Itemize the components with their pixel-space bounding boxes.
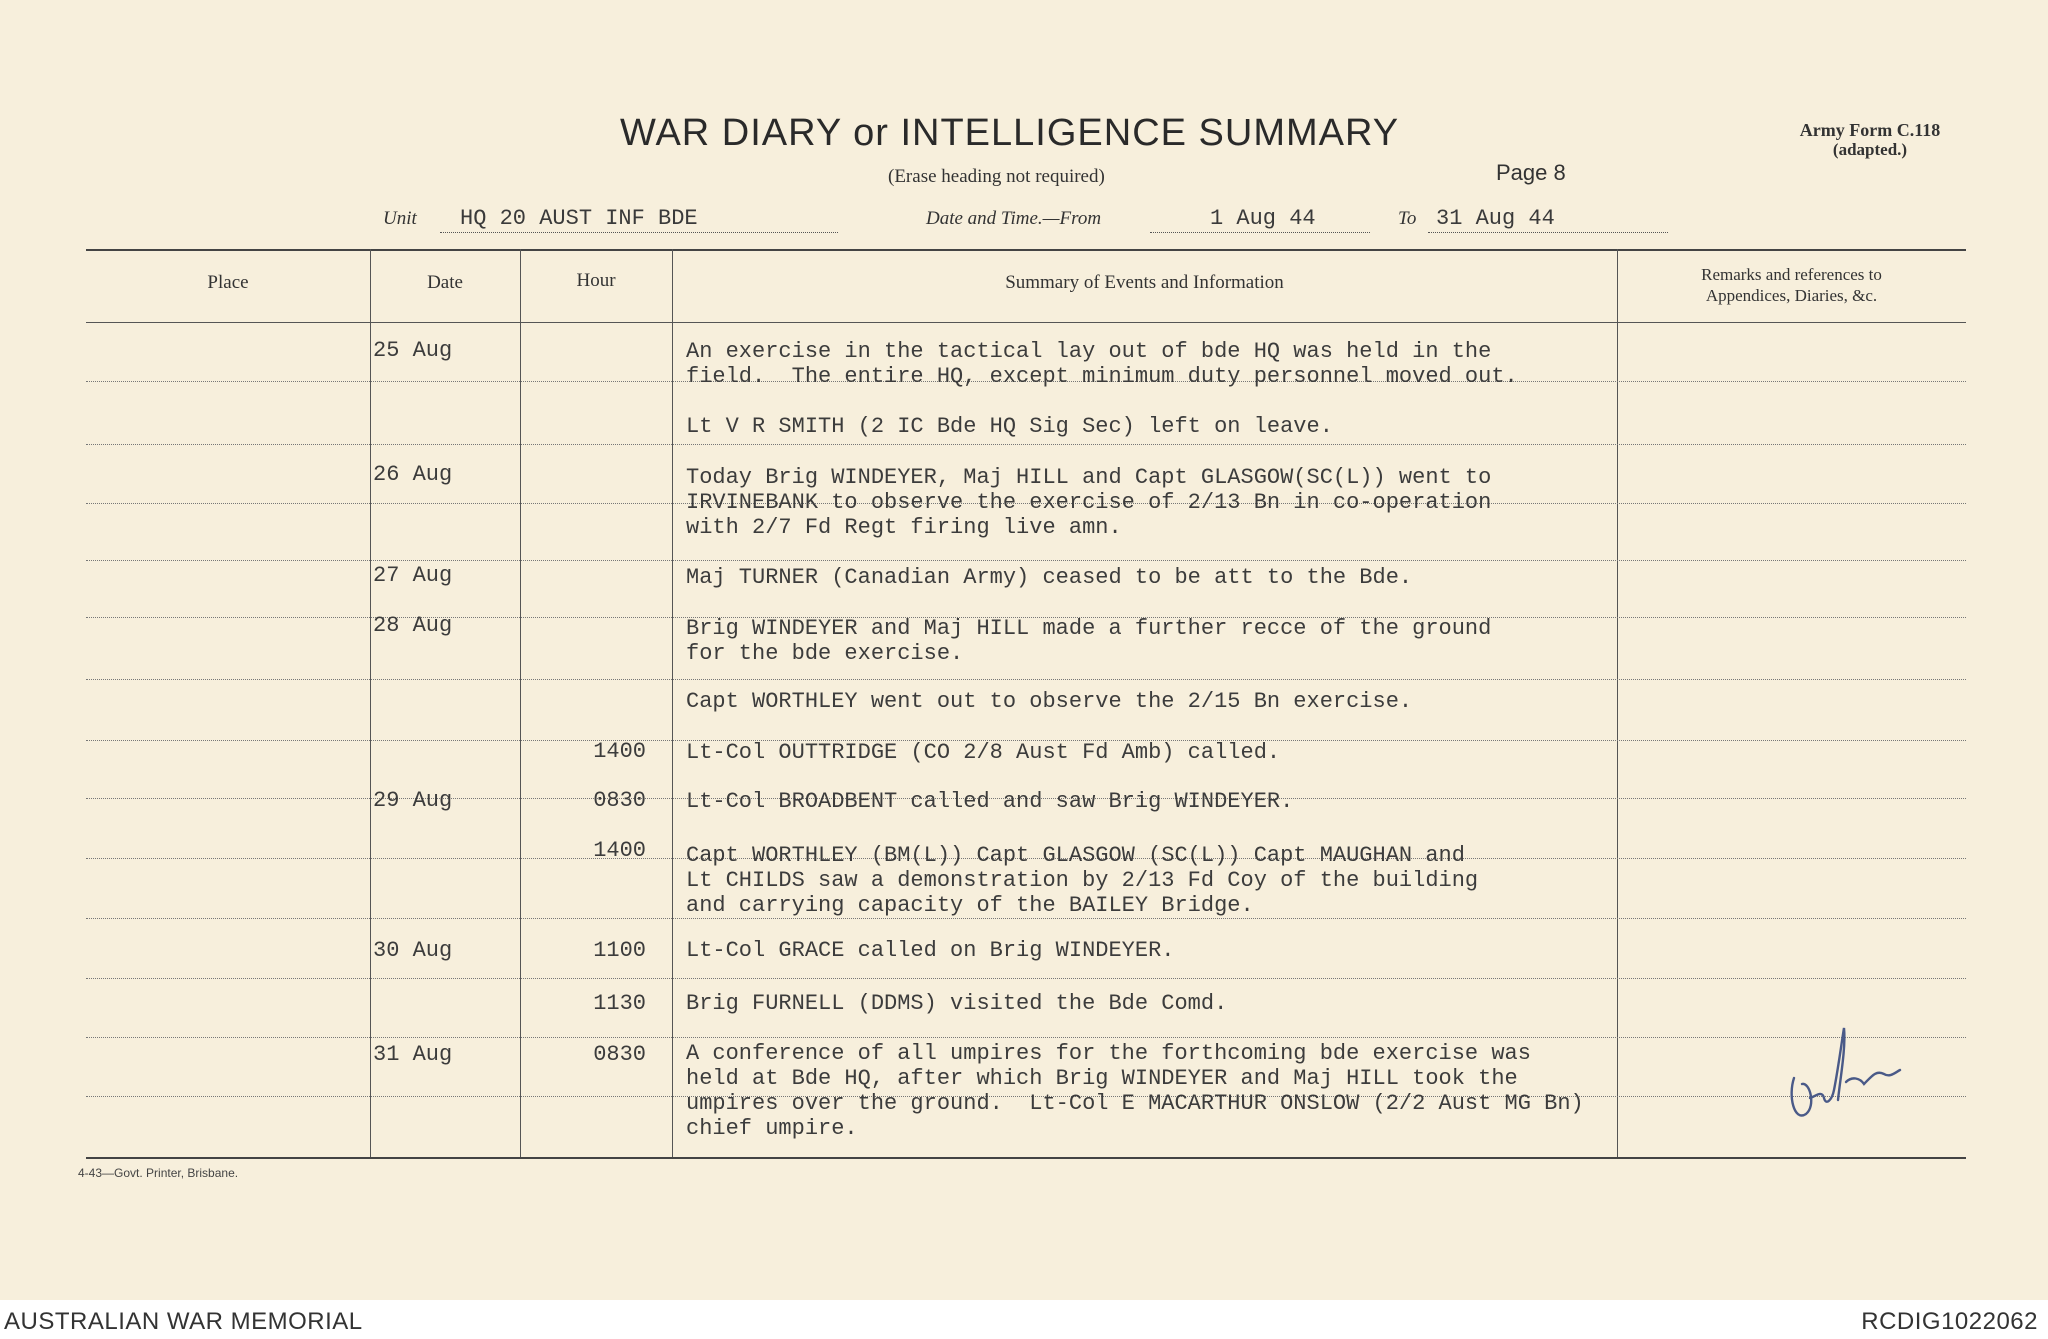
document-subtitle: (Erase heading not required) <box>888 166 1105 187</box>
entry-summary: Today Brig WINDEYER, Maj HILL and Capt GLASGOW(SC(L)) went to IRVINEBANK to observe the exercise of 2/13 Bn in co-operation with 2/7 Fd Regt firing live amn. <box>686 465 1492 540</box>
entry-summary: Lt-Col BROADBENT called and saw Brig WINDEYER. <box>686 789 1294 814</box>
header-remarks <box>1617 264 1966 306</box>
entry-summary: Lt-Col GRACE called on Brig WINDEYER. <box>686 938 1175 963</box>
header-hour: Hour <box>576 270 616 291</box>
ruled-line <box>86 560 1966 561</box>
archive-id: RCDIG1022062 <box>1861 1308 2038 1335</box>
entry-summary: Brig FURNELL (DDMS) visited the Bde Comd. <box>686 991 1228 1016</box>
entry-date: 26 Aug <box>373 462 453 487</box>
entry-date: 31 Aug <box>373 1042 453 1067</box>
entry-hour: 1130 <box>593 991 646 1016</box>
ruled-line <box>86 978 1966 979</box>
column-divider-date <box>520 249 521 1157</box>
header-remarks-line1: Remarks and references to <box>1701 265 1882 284</box>
date-from-label: Date and Time.—From <box>926 208 1102 229</box>
entry-date: 30 Aug <box>373 938 453 963</box>
header-place: Place <box>207 272 249 293</box>
header-summary: Summary of Events and Information <box>1005 272 1284 293</box>
ruled-line <box>86 679 1966 680</box>
army-form-adapted: (adapted.) <box>1832 140 1908 159</box>
signature-mark <box>1780 1000 1920 1140</box>
entry-date: 28 Aug <box>373 613 453 638</box>
date-from-line <box>1150 232 1370 233</box>
date-to-label: To <box>1398 208 1417 229</box>
entry-summary: A conference of all umpires for the forthcoming bde exercise was held at Bde HQ, after which Brig WINDEYER and Maj HILL took the umpires over the ground. Lt-Col E MACARTHUR ONSLOW (2/2 Aust MG Bn) chief umpire. <box>686 1041 1584 1141</box>
column-divider-summary <box>1617 249 1618 1157</box>
army-form-label <box>1770 120 1970 160</box>
date-to-line <box>1428 232 1668 233</box>
header-date: Date <box>427 272 463 293</box>
ruled-line <box>86 1037 1966 1038</box>
entry-summary: Capt WORTHLEY (BM(L)) Capt GLASGOW (SC(L)) Capt MAUGHAN and Lt CHILDS saw a demonstration by 2/13 Fd Coy of the building and carrying capacity of the BAILEY Bridge. <box>686 843 1479 918</box>
document-title: WAR DIARY or INTELLIGENCE SUMMARY <box>620 112 1400 154</box>
entry-hour: 1400 <box>593 838 646 863</box>
table-top-border <box>86 249 1966 251</box>
table-bottom-border <box>86 1157 1966 1159</box>
date-from-value: 1 Aug 44 <box>1210 206 1316 231</box>
entry-summary: Capt WORTHLEY went out to observe the 2/15 Bn exercise. <box>686 689 1413 714</box>
entry-date: 25 Aug <box>373 338 453 363</box>
entry-summary: Lt V R SMITH (2 IC Bde HQ Sig Sec) left on leave. <box>686 414 1333 439</box>
entry-hour: 1400 <box>593 739 646 764</box>
header-remarks-line2: Appendices, Diaries, &c. <box>1705 286 1878 305</box>
archive-name: AUSTRALIAN WAR MEMORIAL <box>4 1308 363 1335</box>
entry-hour: 0830 <box>593 1042 646 1067</box>
date-to-value: 31 Aug 44 <box>1436 206 1555 231</box>
unit-label: Unit <box>383 208 417 229</box>
unit-field-line <box>440 232 838 233</box>
unit-value: HQ 20 AUST INF BDE <box>460 206 698 231</box>
ruled-line <box>86 444 1966 445</box>
table-header-border <box>86 322 1966 323</box>
entry-hour: 1100 <box>593 938 646 963</box>
entry-hour: 0830 <box>593 788 646 813</box>
printer-note: 4-43—Govt. Printer, Brisbane. <box>78 1166 239 1180</box>
column-divider-place <box>370 249 371 1157</box>
page-number: Page 8 <box>1496 160 1566 185</box>
entry-date: 29 Aug <box>373 788 453 813</box>
entry-summary: Lt-Col OUTTRIDGE (CO 2/8 Aust Fd Amb) called. <box>686 740 1281 765</box>
entry-summary: An exercise in the tactical lay out of bde HQ was held in the field. The entire HQ, except minimum duty personnel moved out. <box>686 339 1518 389</box>
entry-summary: Maj TURNER (Canadian Army) ceased to be att to the Bde. <box>686 565 1413 590</box>
ruled-line <box>86 918 1966 919</box>
army-form-number: Army Form C.118 <box>1799 120 1941 140</box>
column-divider-hour <box>672 249 673 1157</box>
entry-date: 27 Aug <box>373 563 453 588</box>
entry-summary: Brig WINDEYER and Maj HILL made a further recce of the ground for the bde exercise. <box>686 616 1492 666</box>
